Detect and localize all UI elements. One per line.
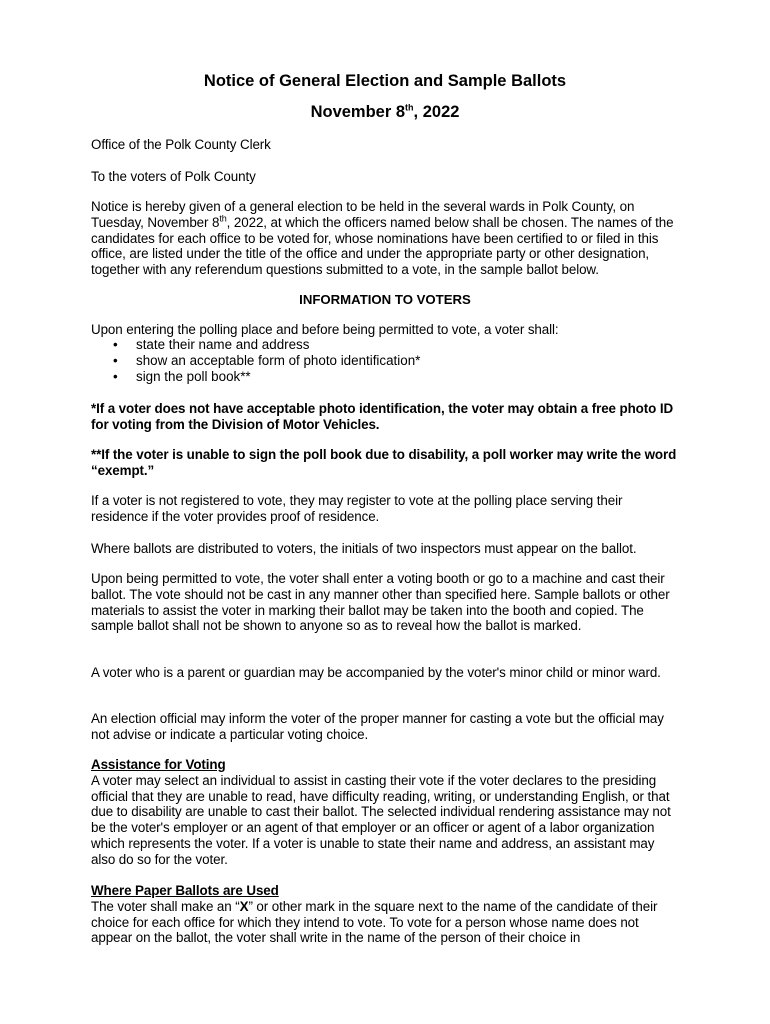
office-line: Office of the Polk County Clerk	[91, 137, 271, 152]
info-heading: INFORMATION TO VOTERS	[299, 292, 471, 307]
date-ordinal-suffix: th	[405, 102, 414, 113]
entering-paragraph: Upon entering the polling place and before being permitted to vote, a voter shall:	[91, 322, 559, 337]
paper-ballots-heading: Where Paper Ballots are Used	[91, 883, 279, 898]
disability-footnote: **If the voter is unable to sign the poll book due to disability, a poll worker may write the word “exempt.”	[91, 447, 677, 478]
minor-child-paragraph: A voter who is a parent or guardian may be accompanied by the voter's minor child or minor ward.	[91, 665, 661, 680]
ballot-initials-paragraph: Where ballots are distributed to voters, the initials of two inspectors must appear on the ballot.	[91, 541, 637, 556]
paper-ballots-text-after: ” or other mark in the square next to the name of the candidate of their choice for each office for which they intend to vote. To vote for a person whose name does not appear on the ballot, the voter shall write in the name of the person of their choice in	[91, 898, 658, 946]
salutation: To the voters of Polk County	[91, 169, 256, 184]
mark-x: X	[239, 898, 249, 914]
document-title: Notice of General Election and Sample Ballots	[203, 72, 567, 90]
voter-requirements-list	[91, 337, 420, 385]
list-item: • sign the poll book**	[91, 369, 420, 385]
paper-ballots-text-before: The voter shall make an “	[91, 898, 240, 914]
assistance-text: A voter may select an individual to assist in casting their vote if the voter declares to the presiding official that they are unable to read, have difficulty reading, writing, or understanding English, or that due to disability are unable to cast their ballot. The selected individual rendering assistance may not be the voter's employer or an agent of that employer or an officer or agent of a labor organization which represents the voter. If a voter is unable to state their name and address, an assistant may also do so for the voter.	[91, 772, 671, 867]
election-date-year: , 2022	[413, 103, 460, 121]
assistance-heading: Assistance for Voting	[91, 757, 226, 772]
election-date-main: November 8	[310, 103, 406, 121]
photo-id-footnote: *If a voter does not have acceptable photo identification, the voter may obtain a free photo ID for voting from the Division of Motor Vehicles.	[91, 401, 674, 432]
list-item: • show an acceptable form of photo identification*	[91, 353, 420, 369]
election-date	[0, 103, 770, 122]
notice-ordinal-suffix: th	[219, 213, 227, 224]
election-official-paragraph: An election official may inform the voter of the proper manner for casting a vote but the official may not advise or indicate a particular voting choice.	[91, 711, 664, 742]
notice-part2: , 2022, at which the officers named below shall be chosen. The names of the candidates for each office to be voted for, whose nominations have been certified to or filed in this office, are listed under the title of the office and under the appropriate party or other designation, together with any referendum questions submitted to a vote, in the sample ballot below.	[91, 214, 674, 278]
notice-part1: Notice is hereby given of a general election to be held in the several wards in Polk County, on Tuesday, November 8	[91, 199, 635, 230]
paper-ballots-text	[91, 899, 681, 946]
registration-paragraph: If a voter is not registered to vote, they may register to vote at the polling place serving their residence if the voter provides proof of residence.	[91, 493, 623, 524]
paper-ballots-section	[91, 883, 681, 946]
list-item: • state their name and address	[91, 337, 420, 353]
casting-paragraph: Upon being permitted to vote, the voter shall enter a voting booth or go to a machine and cast their ballot. The vote should not be cast in any manner other than specified here. Sample ballots or other materials to assist the voter in marking their ballot may be taken into the booth and copied. The sample ballot shall not be shown to anyone so as to reveal how the ballot is marked.	[91, 571, 670, 634]
assistance-section	[91, 757, 681, 868]
notice-paragraph	[91, 199, 681, 278]
